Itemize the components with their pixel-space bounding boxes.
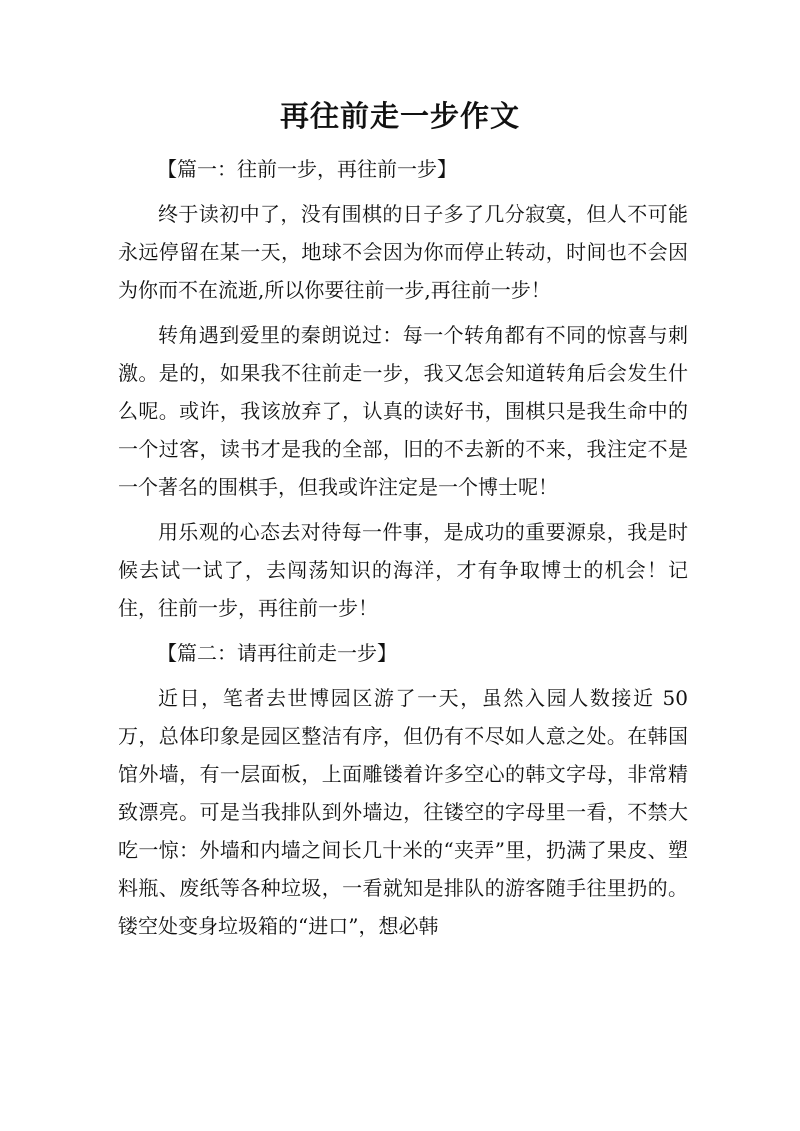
document-title: 再往前走一步作文	[279, 99, 520, 133]
paragraph: 用乐观的心态去对待每一件事，是成功的重要源泉，我是时候去试一试了，去闯荡知识的海洋，才有争取博士的机会！记住，往前一步，再往前一步！	[118, 520, 688, 620]
paragraph: 转角遇到爱里的秦朗说过：每一个转角都有不同的惊喜与刺激。是的，如果我不往前走一步，我又怎会知道转角后会发生什么呢。或许，我该放弃了，认真的读好书，围棋只是我生命中的一个过客，读书才是我的全部，旧的不去新的不来，我注定不是一个著名的围棋手，但我或许注定是一个博士呢！	[118, 323, 688, 499]
paragraph: 近日，笔者去世博园区游了一天，虽然入园人数接近 50 万，总体印象是园区整洁有序，但仍有不尽如人意之处。在韩国馆外墙，有一层面板，上面雕镂着许多空心的韩文字母，非常精致漂亮。可是当我排队到外墙边，往镂空的字母里一看，不禁大吃一惊：外墙和内墙之间长几十米的“夹弄”里，扔满了果皮、塑料瓶、废纸等各种垃圾，一看就知是排队的游客随手往里扔的。镂空处变身垃圾箱的“进口”，想必韩	[118, 686, 688, 938]
document-body	[118, 150, 688, 952]
section-heading-2: 【篇二：请再往前走一步】	[157, 641, 397, 665]
section-heading-1: 【篇一：往前一步，再往前一步】	[157, 157, 457, 181]
paragraph: 终于读初中了，没有围棋的日子多了几分寂寞，但人不可能永远停留在某一天，地球不会因为你而停止转动，时间也不会因为你而不在流逝,所以你要往前一步,再往前一步！	[118, 202, 688, 302]
